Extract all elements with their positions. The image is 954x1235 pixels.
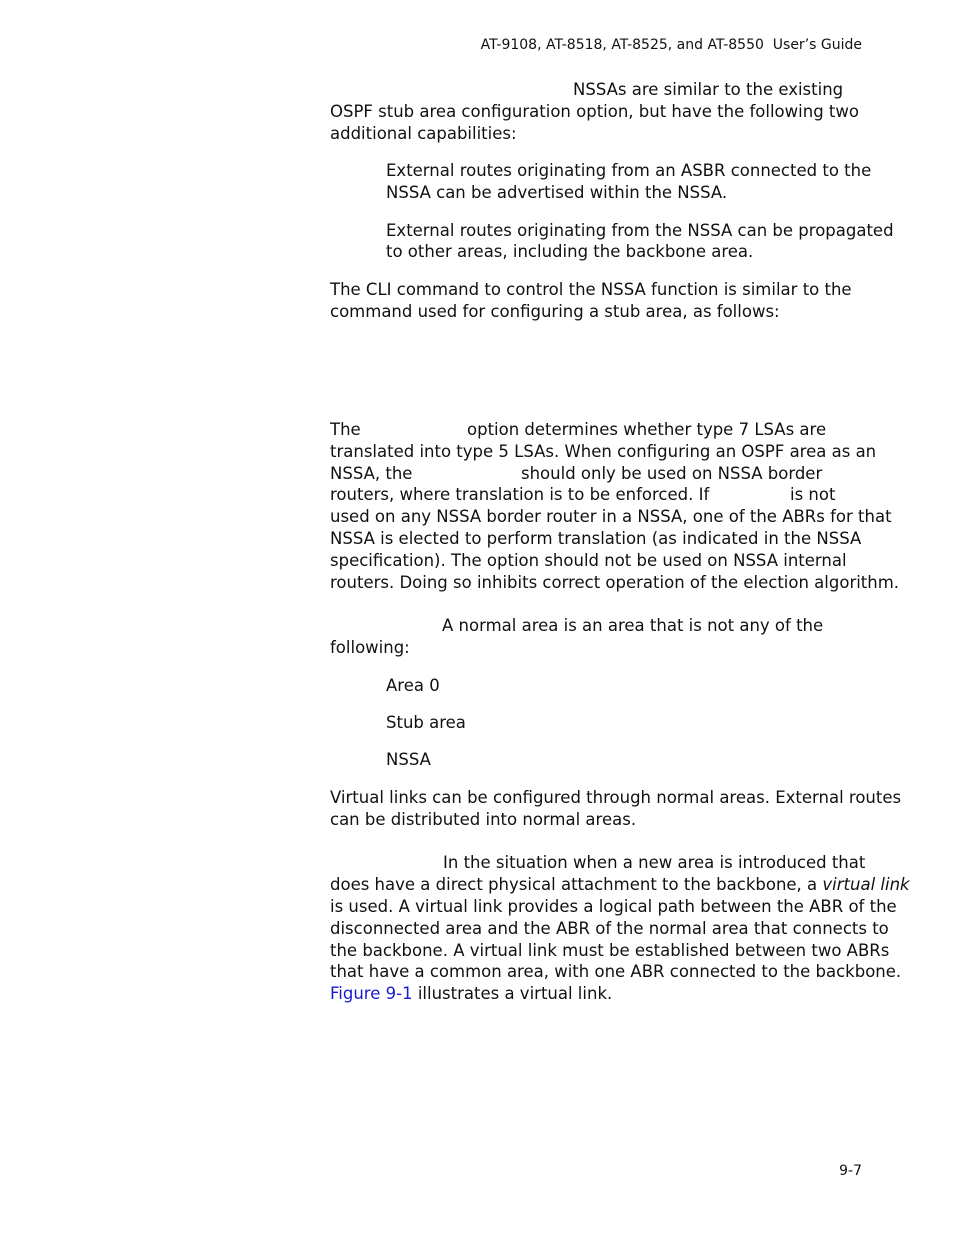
translate-line-4b: is not [790,485,836,504]
normal-list-item-1: Area 0 [386,676,440,695]
translate-line-3b: should only be used on NSSA border [521,464,823,483]
nssa-bullet-1-line-1: External routes originating from an ASBR connected to the [386,161,872,180]
translate-line-7: specification). The option should not be used on NSSA internal [330,551,847,570]
vlink-line-1: In the situation when a new area is introduced that [443,853,866,872]
nssa-intro-line-2: OSPF stub area configuration option, but have the following two [330,102,859,121]
translate-line-1a: The [330,420,361,439]
vlink-line-4: disconnected area and the ABR of the normal area that connects to [330,919,889,938]
normal-virtual-line-2: can be distributed into normal areas. [330,810,637,829]
cli-line-2: command used for configuring a stub area, as follows: [330,302,780,321]
cli-line-1: The CLI command to control the NSSA function is similar to the [330,280,852,299]
normal-intro-line-1: A normal area is an area that is not any of the [442,616,824,635]
vlink-line-7-text: illustrates a virtual link. [412,984,613,1003]
translate-line-5: used on any NSSA border router in a NSSA, one of the ABRs for that [330,507,892,526]
translate-line-3a: NSSA, the [330,464,413,483]
figure-9-1-link[interactable]: Figure 9-1 [330,984,413,1003]
vlink-line-5: the backbone. A virtual link must be established between two ABRs [330,941,890,960]
running-header: AT-9108, AT-8518, AT-8525, and AT-8550 User’s Guide [480,37,862,53]
nssa-bullet-2-line-1: External routes originating from the NSSA can be propagated [386,221,894,240]
nssa-intro-line-1: NSSAs are similar to the existing [573,80,844,99]
page-number: 9-7 [839,1163,862,1179]
vlink-line-7 [330,983,612,1005]
normal-list-item-2: Stub area [386,713,466,732]
nssa-bullet-2-line-2: to other areas, including the backbone area. [386,242,754,261]
normal-intro-line-2: following: [330,638,410,657]
normal-list-item-3: NSSA [386,750,431,769]
translate-line-6: NSSA is elected to perform translation (as indicated in the NSSA [330,529,862,548]
virtual-link-term: virtual link [822,875,910,894]
nssa-bullet-1-line-2: NSSA can be advertised within the NSSA. [386,183,728,202]
vlink-line-2 [330,874,910,896]
vlink-line-3: is used. A virtual link provides a logical path between the ABR of the [330,897,897,916]
translate-line-2: translated into type 5 LSAs. When configuring an OSPF area as an [330,442,877,461]
vlink-line-6: that have a common area, with one ABR connected to the backbone. [330,962,902,981]
nssa-intro-line-3: additional capabilities: [330,124,517,143]
translate-line-8: routers. Doing so inhibits correct operation of the election algorithm. [330,573,900,592]
translate-line-4a: routers, where translation is to be enforced. If [330,485,710,504]
vlink-line-2-text: does have a direct physical attachment to the backbone, a [330,875,823,894]
normal-virtual-line-1: Virtual links can be configured through normal areas. External routes [330,788,902,807]
translate-line-1b: option determines whether type 7 LSAs are [467,420,827,439]
